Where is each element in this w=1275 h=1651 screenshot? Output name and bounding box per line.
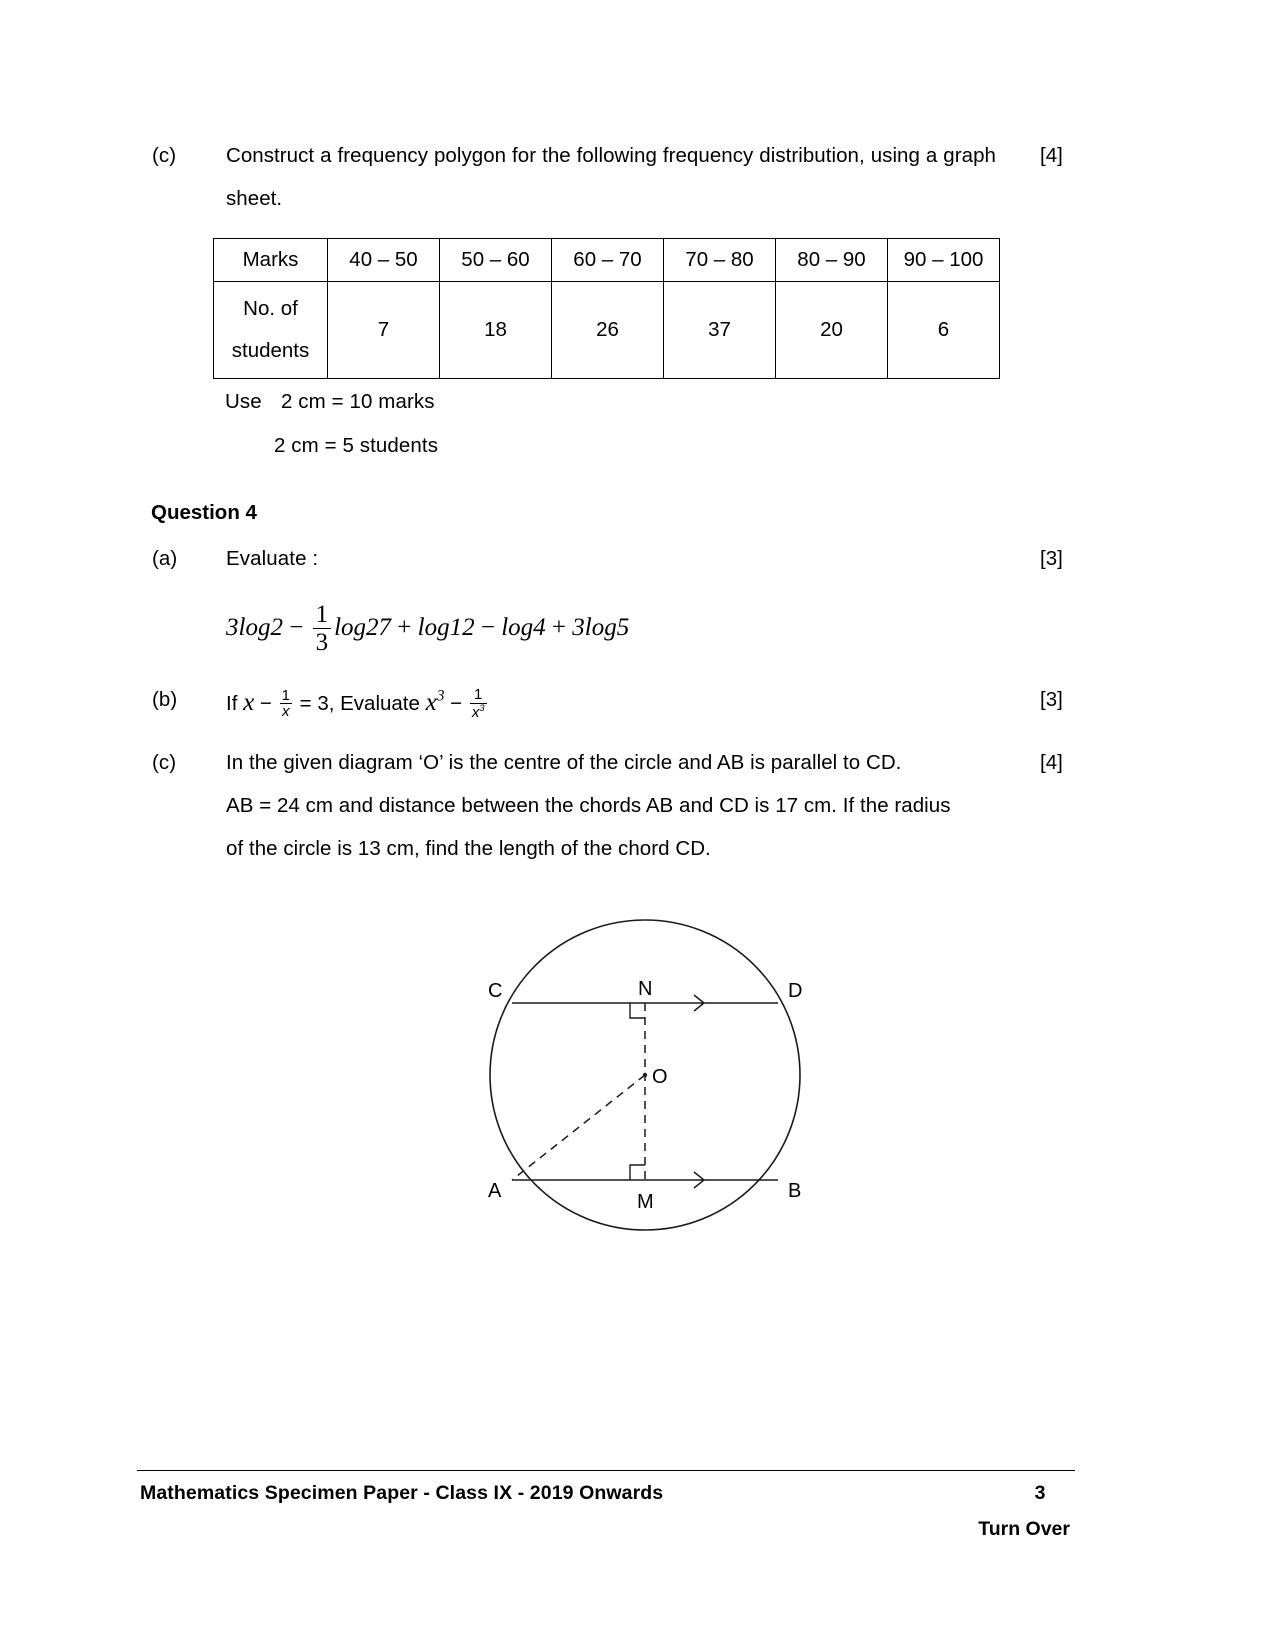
log-term-5: 3log5 bbox=[572, 614, 630, 642]
table-header-students bbox=[214, 282, 328, 379]
students-header-line1: No. of bbox=[243, 297, 298, 320]
table-row-marks bbox=[214, 239, 1000, 282]
table-cell-students-5: 6 bbox=[888, 282, 1000, 379]
footer-page-number: 3 bbox=[1034, 1482, 1046, 1504]
table-cell-marks-4: 80 – 90 bbox=[776, 239, 888, 282]
q4b-frac2-den-exponent: 3 bbox=[479, 702, 485, 713]
scale-line-2: 2 cm = 5 students bbox=[274, 434, 439, 457]
students-header-line2: students bbox=[231, 339, 310, 362]
footer-turn-over: Turn Over bbox=[978, 1518, 1070, 1540]
q4c-line-1: In the given diagram ‘O’ is the centre of the circle and AB is parallel to CD. bbox=[226, 751, 902, 774]
q4c-marks: [4] bbox=[1040, 751, 1063, 774]
log-minus-1: − bbox=[289, 614, 304, 642]
q3c-label: (c) bbox=[152, 144, 177, 167]
right-angle-marker-n bbox=[630, 1003, 645, 1018]
q4c-line-3: of the circle is 13 cm, find the length of the chord CD. bbox=[226, 837, 711, 860]
q4b-frac2-den-base: x bbox=[471, 703, 480, 721]
table-cell-marks-0: 40 – 50 bbox=[328, 239, 440, 282]
q4b-fraction-1-over-x bbox=[280, 688, 292, 721]
log-plus-2: + bbox=[551, 614, 566, 642]
q4a-marks: [3] bbox=[1040, 547, 1063, 570]
q4b-equals: = 3, bbox=[299, 692, 335, 716]
q3c-marks: [4] bbox=[1040, 144, 1063, 167]
q4b-frac1-denominator: x bbox=[280, 703, 292, 720]
q4a-log-expression bbox=[226, 602, 629, 657]
table-cell-students-4: 20 bbox=[776, 282, 888, 379]
footer-divider bbox=[137, 1470, 1075, 1471]
scale-line-1: 2 cm = 10 marks bbox=[281, 390, 435, 413]
table-cell-marks-1: 50 – 60 bbox=[440, 239, 552, 282]
scale-use-label: Use bbox=[225, 390, 262, 413]
q4b-frac1-numerator: 1 bbox=[281, 686, 290, 704]
log-term-4: log4 bbox=[501, 614, 546, 642]
q4c-line-2: AB = 24 cm and distance between the chords AB and CD is 17 cm. If the radius bbox=[226, 794, 951, 817]
q4b-x-cubed bbox=[426, 689, 445, 716]
right-angle-marker-m bbox=[630, 1165, 645, 1180]
q3c-text: Construct a frequency polygon for the following frequency distribution, using a graph sheet. bbox=[226, 144, 996, 210]
table-cell-students-2: 26 bbox=[552, 282, 664, 379]
q4b-marks: [3] bbox=[1040, 688, 1063, 711]
diagram-label-o: O bbox=[652, 1066, 668, 1088]
log-plus-1: + bbox=[397, 614, 412, 642]
q4b-minus-2: − bbox=[450, 692, 463, 716]
table-cell-marks-5: 90 – 100 bbox=[888, 239, 1000, 282]
log-term-2: log27 bbox=[334, 614, 392, 642]
circle-chords-diagram bbox=[430, 915, 830, 1300]
radius-oa-dashed-line bbox=[512, 1075, 645, 1180]
log-term-3: log12 bbox=[417, 614, 475, 642]
q4c-label: (c) bbox=[152, 751, 177, 774]
log-frac-numerator: 1 bbox=[315, 601, 329, 628]
footer-title: Mathematics Specimen Paper - Class IX - 2019 Onwards bbox=[140, 1482, 664, 1504]
diagram-label-n: N bbox=[638, 978, 653, 1000]
q4b-evaluate-word: Evaluate bbox=[340, 692, 420, 716]
q4b-cube-base: x bbox=[425, 689, 437, 717]
table-cell-students-1: 18 bbox=[440, 282, 552, 379]
q4b-fraction-1-over-x-cubed bbox=[470, 687, 487, 721]
table-cell-students-3: 37 bbox=[664, 282, 776, 379]
log-term-1: 3log2 bbox=[226, 614, 283, 642]
log-fraction-one-third bbox=[313, 601, 332, 656]
table-cell-marks-2: 60 – 70 bbox=[552, 239, 664, 282]
q4b-frac2-denominator bbox=[470, 703, 487, 721]
table-cell-marks-3: 70 – 80 bbox=[664, 239, 776, 282]
diagram-label-m: M bbox=[637, 1191, 654, 1213]
question-4-heading: Question 4 bbox=[151, 501, 257, 524]
q4a-label: (a) bbox=[152, 547, 178, 570]
q4b-variable-x: x bbox=[243, 689, 255, 717]
q4b-minus-1: − bbox=[259, 692, 272, 716]
table-header-marks: Marks bbox=[214, 239, 328, 282]
table-row-students bbox=[214, 282, 1000, 379]
diagram-label-c: C bbox=[488, 980, 503, 1002]
diagram-label-d: D bbox=[788, 980, 803, 1002]
diagram-label-b: B bbox=[788, 1180, 802, 1202]
log-frac-denominator: 3 bbox=[313, 628, 332, 656]
q4b-frac2-numerator: 1 bbox=[474, 686, 483, 703]
q4b-label: (b) bbox=[152, 688, 178, 711]
diagram-label-a: A bbox=[488, 1180, 502, 1202]
log-minus-2: − bbox=[480, 614, 495, 642]
q4b-expression bbox=[226, 688, 489, 722]
centre-point-o-dot bbox=[643, 1073, 647, 1077]
q4a-text: Evaluate : bbox=[226, 547, 319, 570]
q4b-if-word: If bbox=[226, 692, 238, 716]
q4b-cube-exponent: 3 bbox=[436, 687, 445, 705]
frequency-distribution-table bbox=[213, 238, 1000, 379]
table-cell-students-0: 7 bbox=[328, 282, 440, 379]
